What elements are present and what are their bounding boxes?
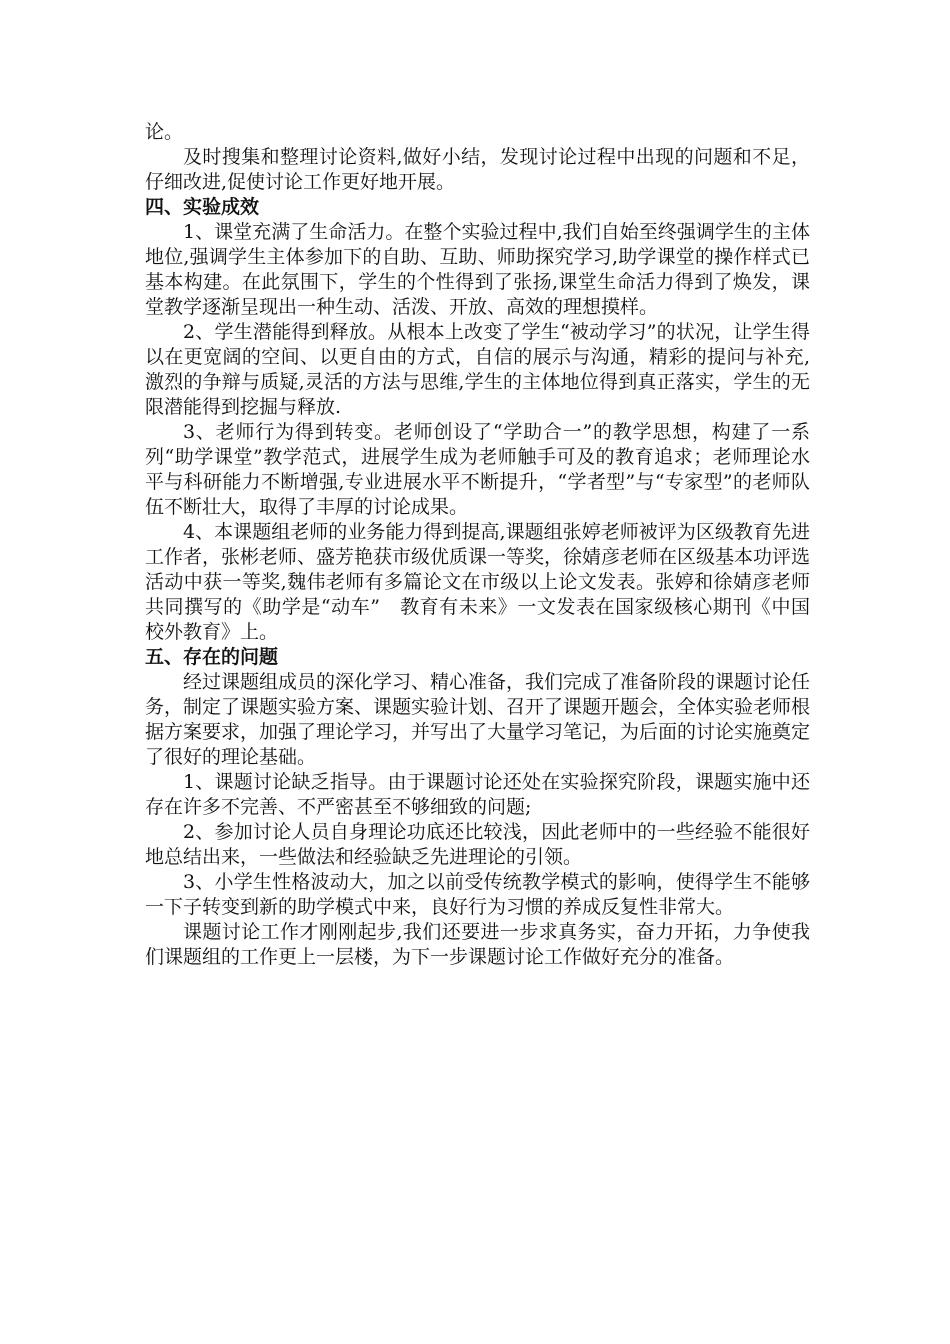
document-page (145, 120, 810, 970)
paragraph-problem-2: 2、参加讨论人员自身理论功底还比较浅，因此老师中的一些经验不能很好地总结出来，一些做法和经验缺乏先进理论的引领。 (145, 821, 810, 868)
paragraph-conclusion: 课题讨论工作才刚刚起步,我们还要进一步求真务实，奋力开拓，力争使我们课题组的工作更上一层楼，为下一步课题讨论工作做好充分的准备。 (145, 921, 810, 968)
paragraph-problem-3: 3、小学生性格波动大，加之以前受传统教学模式的影响，使得学生不能够一下子转变到新的助学模式中来，良好行为习惯的养成反复性非常大。 (145, 871, 810, 918)
paragraph-continuation: 论。 (145, 121, 184, 143)
paragraph-problems-intro: 经过课题组成员的深化学习、精心准备，我们完成了准备阶段的课题讨论任务，制定了课题实验方案、课题实验计划、召开了课题开题会，全体实验老师根据方案要求，加强了理论学习，并写出了大量学习笔记，为后面的讨论实施奠定了很好的理论基础。 (145, 671, 811, 768)
paragraph-result-4: 4、本课题组老师的业务能力得到提高,课题组张婷老师被评为区级教育先进工作者，张彬老师、盛芳艳获市级优质课一等奖，徐婧彦老师在区级基本功评选活动中获一等奖,魏伟老师有多篇论文在市级以上论文发表。张婷和徐婧彦老师共同撰写的《助学是“动车” 教育有未来》一文发表在国家级核心期刊《中国校外教育》上。 (145, 521, 811, 643)
paragraph-result-1: 1、课堂充满了生命活力。在整个实验过程中,我们自始至终强调学生的主体地位,强调学生主体参加下的自助、互助、师助探究学习,助学课堂的操作样式已基本构建。在此氛围下，学生的个性得到了张扬,课堂生命活力得到了焕发，课堂教学逐渐呈现出一种生动、活泼、开放、高效的理想摸样。 (145, 221, 810, 318)
section-heading-results: 四、实验成效 (145, 196, 260, 218)
paragraph-result-3: 3、老师行为得到转变。老师创设了“学助合一”的教学思想，构建了一系列“助学课堂”教学范式，进展学生成为老师触手可及的教育追求；老师理论水平与科研能力不断增强,专业进展水平不断提升，“学者型”与“专家型”的老师队伍不断壮大，取得了丰厚的讨论成果。 (145, 421, 810, 518)
section-heading-problems: 五、存在的问题 (145, 646, 279, 668)
paragraph-problem-1: 1、课题讨论缺乏指导。由于课题讨论还处在实验探究阶段，课题实施中还存在许多不完善、不严密甚至不够细致的问题; (145, 771, 810, 818)
paragraph-result-2: 2、学生潜能得到释放。从根本上改变了学生“被动学习”的状况，让学生得以在更宽阔的空间、以更自由的方式，自信的展示与沟通，精彩的提问与补充,激烈的争辩与质疑,灵活的方法与思维,学生的主体地位得到真正落实，学生的无限潜能得到挖掘与释放. (145, 321, 810, 418)
paragraph-collect-materials: 及时搜集和整理讨论资料,做好小结，发现讨论过程中出现的问题和不足，仔细改进,促使讨论工作更好地开展。 (145, 146, 810, 193)
